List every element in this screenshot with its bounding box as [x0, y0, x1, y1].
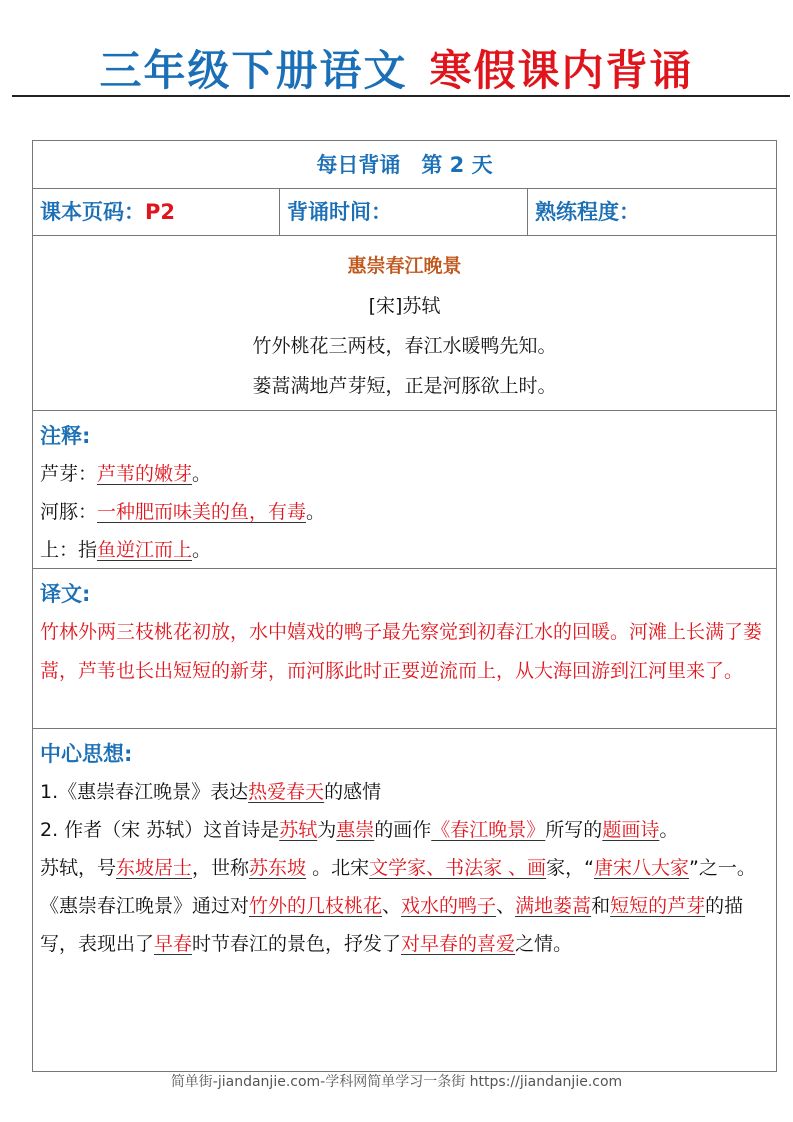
answer-text: 芦苇的嫩芽: [97, 463, 193, 485]
poem-author: [宋]苏轼: [368, 295, 441, 317]
page-title: [0, 38, 793, 98]
notes-paragraph: [40, 531, 769, 569]
title-grade: 三年级下册语文: [99, 46, 408, 95]
body-text: 河豚：: [40, 501, 98, 523]
page-label: 课本页码：: [40, 200, 145, 224]
notes-body: [40, 455, 769, 569]
theme-paragraph: [40, 887, 769, 963]
title-divider: [12, 95, 790, 97]
body-text: 。北宋: [306, 857, 370, 879]
theme-body: [40, 773, 769, 963]
proficiency-cell: [528, 189, 774, 235]
page-value: P2: [145, 200, 176, 224]
body-text: 《惠崇春江晚景》通过对: [40, 895, 250, 917]
theme-paragraph: [40, 811, 769, 849]
time-cell: [280, 189, 528, 235]
answer-text: 短短的芦芽: [610, 895, 706, 917]
notes-paragraph: [40, 493, 769, 531]
poem-title: 惠崇春江晚景: [347, 255, 462, 277]
body-text: 和: [591, 895, 611, 917]
answer-text: 戏水的鸭子: [401, 895, 497, 917]
body-text: 的画作: [374, 819, 432, 841]
body-text: 的描写，表现出了: [40, 895, 744, 955]
recitation-table: [32, 140, 777, 1072]
answer-text: 对早春的喜爱: [401, 933, 516, 955]
body-text: 为: [317, 819, 337, 841]
body-text: 。: [192, 463, 212, 485]
body-text: ，世称: [192, 857, 250, 879]
proficiency-label: 熟练程度：: [535, 200, 640, 224]
day-header: 每日背诵 第 2 天: [33, 141, 776, 189]
answer-text: 满地蒌蒿: [515, 895, 592, 917]
notes-paragraph: [40, 455, 769, 493]
title-topic: 寒假课内背诵: [429, 46, 694, 95]
answer-text: 《春江晚景》: [431, 819, 546, 841]
poem-line: 蒌蒿满地芦芽短，正是河豚欲上时。: [252, 375, 557, 397]
answer-text: 题画诗: [602, 819, 660, 841]
answer-text: 早春: [154, 933, 193, 955]
answer-text: 苏东坡: [249, 857, 307, 879]
answer-text: 竹外的几枝桃花: [249, 895, 383, 917]
body-text: 、: [382, 895, 402, 917]
answer-text: 东坡居士: [116, 857, 193, 879]
body-text: 之情。: [515, 933, 573, 955]
answer-text: 惠崇: [336, 819, 375, 841]
body-text: 时节春江的景色，抒发了: [192, 933, 402, 955]
answer-text: 热爱春天: [248, 781, 325, 803]
theme-paragraph: [40, 849, 769, 887]
footer-watermark: 简单街-jiandanjie.com-学科网简单学习一条街 https://jiandanjie.com: [170, 1074, 623, 1090]
answer-text: 文学家、书法家 、画: [369, 857, 547, 879]
body-text: 。: [306, 501, 326, 523]
body-text: 的感情: [324, 781, 382, 803]
body-text: 上：指: [40, 539, 98, 561]
notes-section: [33, 411, 776, 569]
body-text: 。: [192, 539, 212, 561]
answer-text: 唐宋八大家: [594, 857, 690, 879]
translation-text: 竹林外两三枝桃花初放，水中嬉戏的鸭子最先察觉到初春江水的回暖。河滩上长满了蒌蒿，芦苇也长出短短的新芽，而河豚此时正要逆流而上，从大海回游到江河里来了。: [40, 621, 763, 682]
poem-line: 竹外桃花三两枝，春江水暖鸭先知。: [252, 335, 557, 357]
body-text: 2. 作者（宋 苏轼）这首诗是: [40, 819, 280, 841]
answer-text: 一种肥而味美的鱼，有毒: [97, 501, 307, 523]
body-text: 。: [659, 819, 679, 841]
translation-section: [33, 569, 776, 729]
body-text: 家，“: [546, 857, 594, 879]
body-text: 所写的: [545, 819, 603, 841]
poem-section: [33, 236, 776, 411]
body-text: 1.《惠崇春江晚景》表达: [40, 781, 249, 803]
body-text: 苏轼，号: [40, 857, 117, 879]
theme-section: [33, 729, 776, 1071]
theme-heading: 中心思想:: [40, 742, 133, 766]
notes-heading: 注释:: [40, 424, 91, 448]
answer-text: 苏轼: [279, 819, 318, 841]
body-text: 芦芽：: [40, 463, 98, 485]
body-text: 、: [496, 895, 516, 917]
page-cell: [33, 189, 280, 235]
body-text: ”之一。: [689, 857, 756, 879]
meta-row: [33, 189, 776, 236]
translation-heading: 译文:: [40, 582, 91, 606]
theme-paragraph: [40, 773, 769, 811]
time-label: 背诵时间：: [287, 200, 392, 224]
answer-text: 鱼逆江而上: [97, 539, 193, 561]
